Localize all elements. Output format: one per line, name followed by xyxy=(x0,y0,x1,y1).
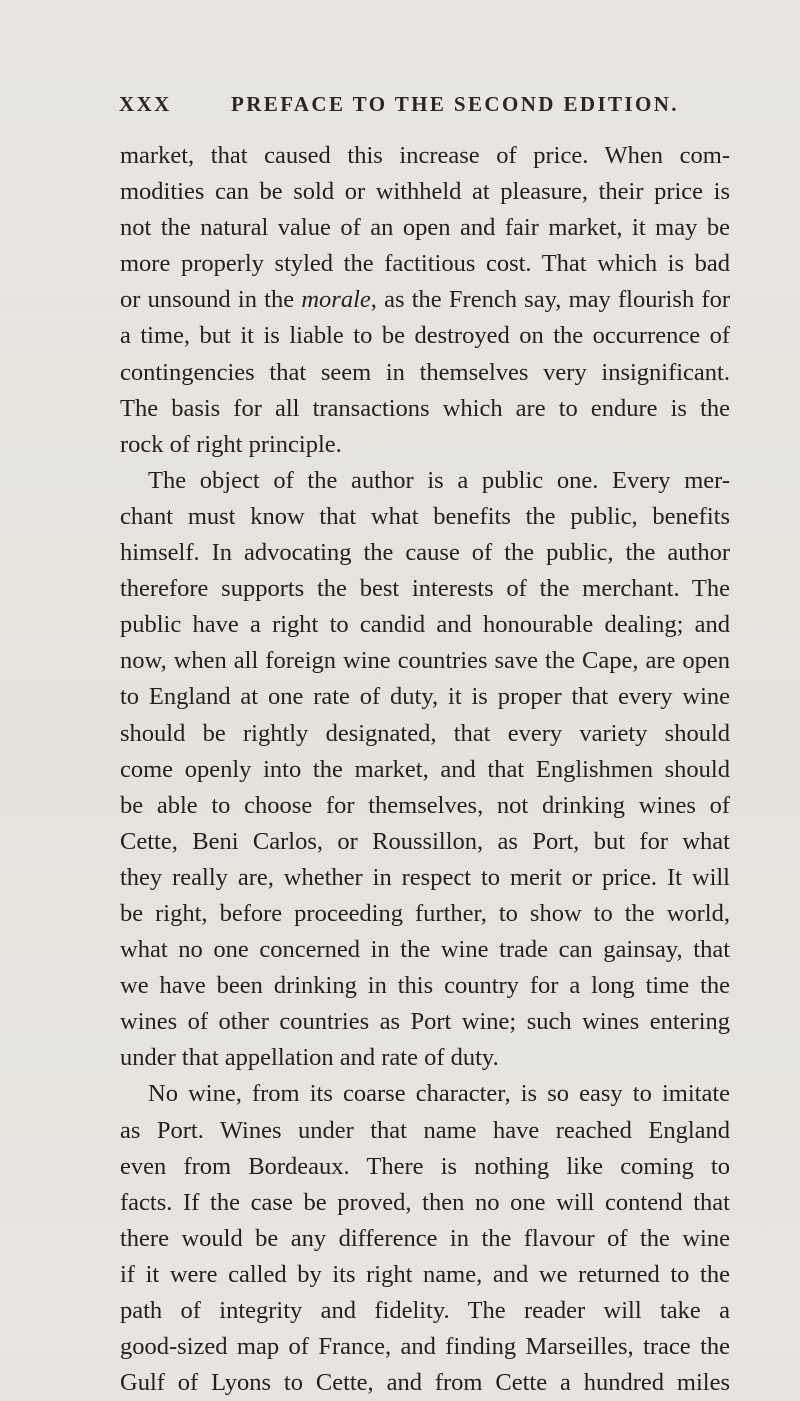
text-line: good-sized map of France, and finding Marseilles, trace the xyxy=(120,1333,730,1361)
text-line: Cette, Beni Carlos, or Roussillon, as Port, but for what xyxy=(120,827,730,855)
text-line: be right, before proceeding further, to show to the world, xyxy=(120,899,730,927)
text-line: more properly styled the factitious cost. That which is bad xyxy=(120,250,730,278)
text-line: or unsound in the morale, as the French say, may flourish for xyxy=(120,286,731,314)
text-line: now, when all foreign wine countries save the Cape, are open xyxy=(120,647,730,675)
text-line: not the natural value of an open and fair market, it may be xyxy=(120,214,730,242)
text-line: public have a right to candid and honourable dealing; and xyxy=(120,611,730,639)
text-line: market, that caused this increase of price. When com- xyxy=(120,142,730,169)
text-line: we have been drinking in this country for a long time the xyxy=(120,972,730,1000)
text-line: under that appellation and rate of duty. xyxy=(120,1044,499,1072)
text-line: what no one concerned in the wine trade can gainsay, that xyxy=(120,936,730,964)
body-text xyxy=(120,138,730,1401)
page-header xyxy=(119,92,719,122)
running-title: PREFACE TO THE SECOND EDITION. xyxy=(231,92,679,116)
text-line: No wine, from its coarse character, is so easy to imitate xyxy=(148,1080,730,1108)
text-line: wines of other countries as Port wine; such wines entering xyxy=(120,1008,730,1036)
text-line: there would be any difference in the flavour of the wine xyxy=(120,1224,730,1252)
text-line: The object of the author is a public one. Every mer- xyxy=(148,466,730,494)
text-line: come openly into the market, and that Englishmen should xyxy=(120,755,730,783)
text-line: should be rightly designated, that every variety should xyxy=(120,719,730,747)
text-line: as Port. Wines under that name have reached England xyxy=(120,1116,730,1144)
page-number: XXX xyxy=(119,92,172,116)
text-line: a time, but it is liable to be destroyed on the occurrence of xyxy=(120,322,730,350)
text-line: be able to choose for themselves, not drinking wines of xyxy=(120,791,730,819)
text-line: Gulf of Lyons to Cette, and from Cette a hundred miles xyxy=(120,1369,730,1397)
text-line: himself. In advocating the cause of the public, the author xyxy=(120,539,730,567)
text-line: facts. If the case be proved, then no one will contend that xyxy=(120,1188,730,1216)
text-line: rock of right principle. xyxy=(120,430,342,458)
text-line: to England at one rate of duty, it is proper that every wine xyxy=(120,683,730,711)
text-line: therefore supports the best interests of the merchant. The xyxy=(120,575,730,603)
text-line: contingencies that seem in themselves very insignificant. xyxy=(120,358,730,386)
text-line: they really are, whether in respect to merit or price. It will xyxy=(120,863,730,891)
text-line: The basis for all transactions which are to endure is the xyxy=(120,394,730,422)
text-line: if it were called by its right name, and we returned to the xyxy=(120,1260,730,1288)
text-line: chant must know that what benefits the public, benefits xyxy=(120,502,730,530)
text-line: modities can be sold or withheld at pleasure, their price is xyxy=(120,178,730,206)
text-line: even from Bordeaux. There is nothing like coming to xyxy=(120,1152,730,1180)
text-line: path of integrity and fidelity. The reader will take a xyxy=(120,1297,730,1324)
